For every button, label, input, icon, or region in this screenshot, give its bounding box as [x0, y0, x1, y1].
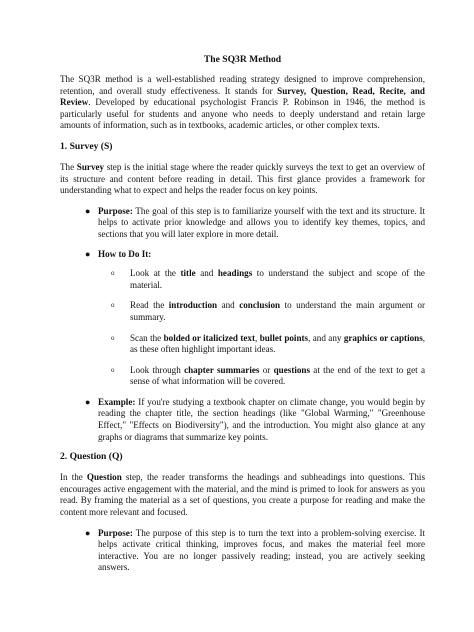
survey-example-text: If you're studying a textbook chapter on climate change, you would begin by reading the chapter title, the section headings (like "Global Warming," "Greenhouse Effect," "Effects on Biodiversity"), and the introduction. You might also glance at any graphs or diagrams that summarize key points. [98, 396, 425, 442]
howto-text: , as these often highlight important ideas. [130, 332, 426, 355]
survey-howto-label: How to Do It: [98, 248, 152, 259]
howto-bold: headings [217, 268, 253, 279]
howto-list-item [98, 333, 425, 356]
howto-text: Read the [130, 300, 169, 311]
howto-bold: questions [273, 364, 311, 375]
howto-bold: title [180, 268, 196, 279]
question-text-1: In the [60, 472, 87, 483]
question-bold: Question [86, 472, 122, 483]
intro-text-2: . Developed by educational psychologist Francis P. Robinson in 1946, the method is particularly useful for students and anyone who needs to deeply understand and retain large amounts of information, such as in textbooks, academic articles, or other complex texts. [60, 97, 425, 131]
howto-text: and [217, 300, 240, 311]
howto-bold: graphics or captions [343, 332, 423, 343]
survey-example-item [60, 397, 425, 443]
circle-bullet-icon: o [111, 269, 115, 278]
bullet-icon: ● [85, 248, 91, 259]
howto-bold: introduction [168, 300, 218, 311]
circle-bullet-icon: o [111, 365, 115, 374]
howto-bold: conclusion [239, 300, 281, 311]
howto-text: , and any [308, 332, 344, 343]
howto-bold: bolded or italicized text [163, 332, 255, 343]
howto-text: to understand the main argument or summary. [130, 300, 425, 322]
howto-bold: bullet points [259, 332, 309, 343]
circle-bullet-icon: o [111, 333, 115, 342]
survey-bold: Survey [76, 161, 105, 172]
bullet-icon: ● [85, 527, 91, 538]
intro-bold-steps: Survey, Question, Read, Recite, and Review [60, 85, 425, 108]
question-paragraph [60, 472, 425, 518]
howto-text: , [255, 332, 260, 343]
howto-text: and [195, 268, 218, 279]
question-bullet-list [60, 528, 425, 574]
bullet-icon: ● [85, 396, 91, 407]
howto-text: Look through [130, 364, 185, 375]
survey-text-2: step is the initial stage where the reader quickly surveys the text to get an overview of its structure and content before reading in detail. This first glance provides a framework for understanding what to expect and helps the reader focus on key points. [60, 161, 425, 196]
survey-howto-item [60, 249, 425, 388]
question-heading: 2. Question (Q) [60, 451, 123, 463]
question-purpose-text: The purpose of this step is to turn the text into a problem-solving exercise. It helps activate critical thinking, improves focus, and makes the material feel more interactive. You are no longer passively reading; instead, you are actively seeking answers. [98, 527, 425, 573]
survey-text-1: The [60, 161, 77, 172]
question-purpose-item [60, 528, 425, 574]
howto-text: at the end of the text to get a sense of what information will be covered. [130, 364, 426, 387]
intro-paragraph [60, 74, 425, 132]
survey-heading: 1. Survey (S) [60, 140, 113, 152]
howto-list-item [98, 300, 425, 323]
survey-purpose-text: The goal of this step is to familiarize yourself with the text and its structure. It helps to activate prior knowledge and allows you to identify key themes, topics, and sections that you will later explore in more detail. [98, 205, 425, 239]
survey-paragraph [60, 162, 425, 197]
howto-text: Look at the [130, 268, 181, 279]
intro-text-1: The SQ3R method is a well-established reading strategy designed to improve comprehension, retention, and overall study effectiveness. It stands for [60, 74, 425, 96]
survey-bullet-list [60, 206, 425, 444]
circle-bullet-icon: o [111, 301, 115, 310]
survey-purpose-item [60, 206, 425, 241]
howto-list-item [98, 365, 425, 388]
howto-text: Scan the [130, 332, 164, 343]
survey-example-label: Example: [98, 396, 136, 407]
question-purpose-label: Purpose: [98, 527, 133, 538]
survey-purpose-label: Purpose: [98, 205, 133, 216]
question-text-2: step, the reader transforms the headings and subheadings into questions. This encourages active engagement with the material, and the mind is primed to look for answers as you read. By framing the material as a set of questions, you create a purpose for reading and make the content more relevant and focused. [60, 472, 425, 518]
howto-text: to understand the subject and scope of the material. [130, 268, 425, 290]
howto-list-item [98, 268, 425, 291]
document-title: The SQ3R Method [203, 54, 282, 65]
howto-bold: chapter summaries [184, 364, 260, 375]
bullet-icon: ● [85, 205, 91, 216]
howto-text: or [259, 364, 274, 375]
survey-howto-list [98, 268, 425, 388]
